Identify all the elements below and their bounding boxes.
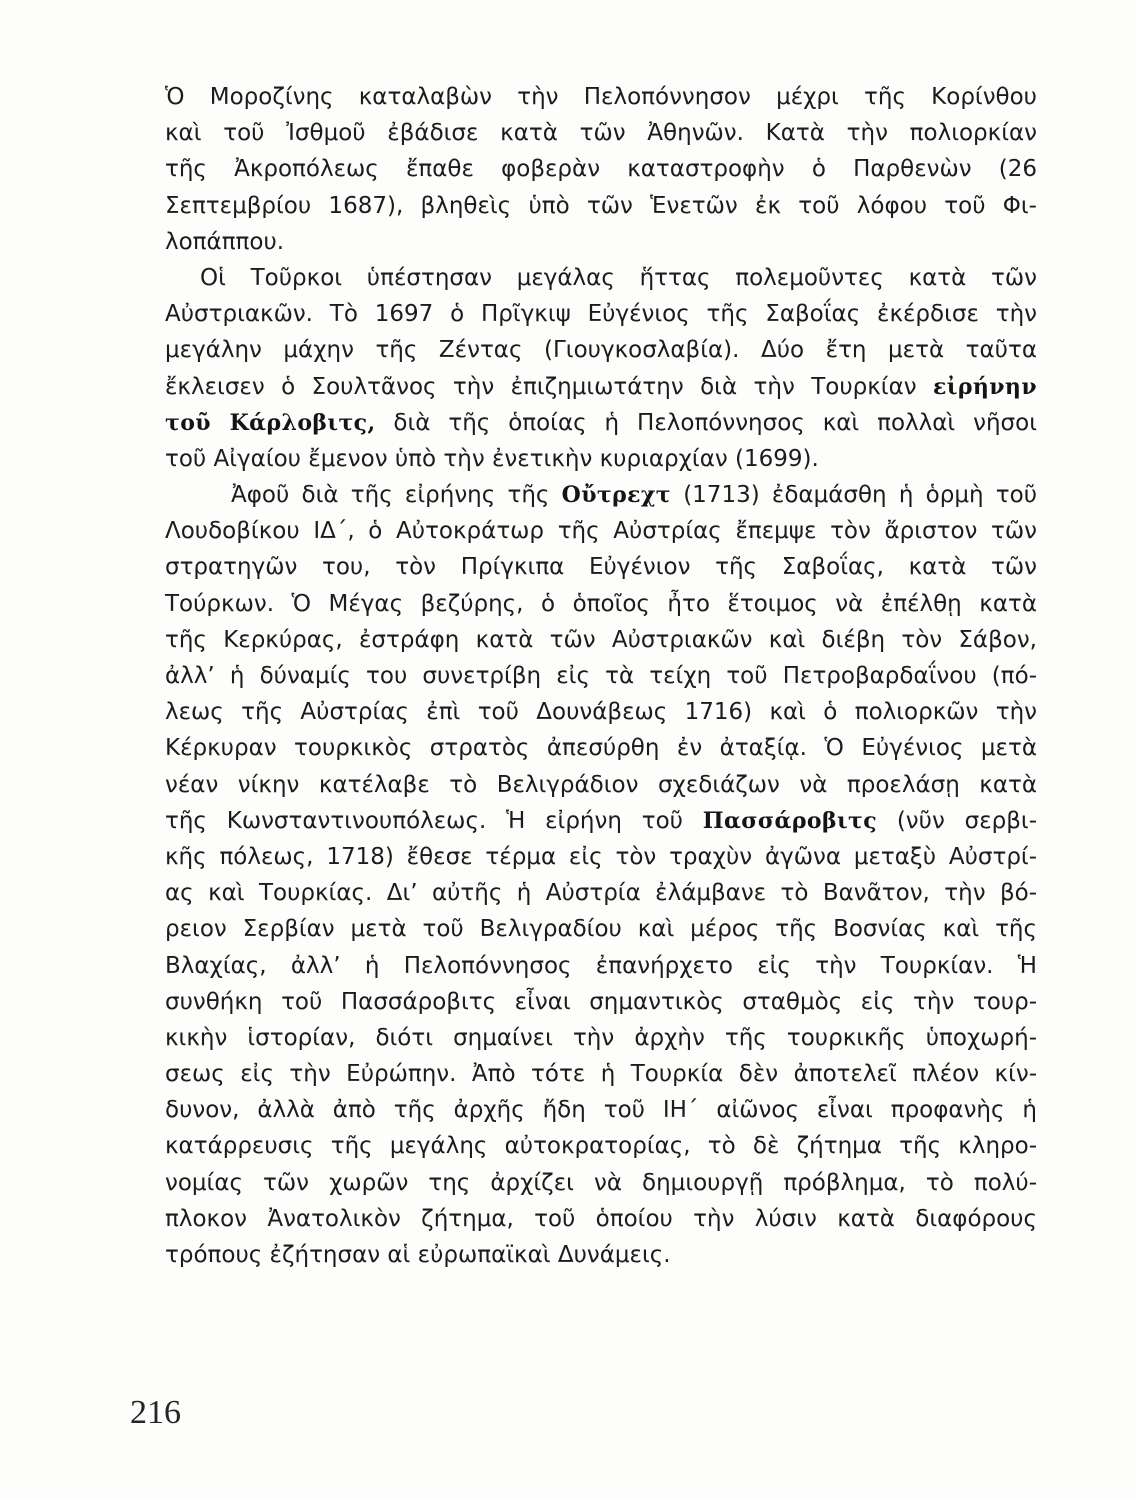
text-line: ας καὶ Τουρκίας. Δι’ αὐτῆς ἡ Αὐστρία ἐλάμβανε τὸ Βανᾶτον, τὴν βό- bbox=[165, 880, 1037, 907]
text-line: Τούρκων. Ὁ Μέγας βεζύρης, ὁ ὁποῖος ἦτο ἕτοιμος νὰ ἐπέλθῃ κατὰ bbox=[165, 590, 1037, 617]
text-line bbox=[165, 369, 1037, 405]
text-run: τῆς Κωνσταντινουπόλεως. Ἡ εἰρήνη τοῦ bbox=[165, 807, 703, 834]
text-line: Σεπτεμβρίου 1687), βληθεὶς ὑπὸ τῶν Ἑνετῶν ἐκ τοῦ λόφου τοῦ Φι- bbox=[165, 192, 1037, 219]
text-run: (νῦν σερβι- bbox=[877, 807, 1037, 834]
text-line: καὶ τοῦ Ἰσθμοῦ ἐβάδισε κατὰ τῶν Ἀθηνῶν. Κατὰ τὴν πολιορκίαν bbox=[165, 120, 1037, 147]
text-line bbox=[165, 477, 1037, 513]
text-line bbox=[165, 405, 1037, 441]
bold-term: Πασσάροβιτς bbox=[702, 807, 878, 834]
text-line: Αὐστριακῶν. Τὸ 1697 ὁ Πρῖγκιψ Εὐγένιος τῆς Σαβοΐας ἐκέρδισε τὴν bbox=[165, 301, 1037, 328]
paragraph bbox=[165, 260, 1037, 477]
text-line: Βλαχίας, ἀλλ’ ἡ Πελοπόννησος ἐπανήρχετο εἰς τὴν Τουρκίαν. Ἡ bbox=[165, 952, 1037, 979]
text-line: Λουδοβίκου ΙΔ΄, ὁ Αὐτοκράτωρ τῆς Αὐστρίας ἔπεμψε τὸν ἄριστον τῶν bbox=[165, 518, 1037, 545]
text-block bbox=[165, 79, 1037, 1273]
text-line: νέαν νίκην κατέλαβε τὸ Βελιγράδιον σχεδιάζων νὰ προελάσῃ κατὰ bbox=[165, 771, 1037, 798]
text-line: μεγάλην μάχην τῆς Ζέντας (Γιουγκοσλαβία). Δύο ἔτη μετὰ ταῦτα bbox=[165, 337, 1037, 364]
text-line: τῆς Ἀκροπόλεως ἔπαθε φοβερὰν καταστροφὴν ὁ Παρθενὼν (26 bbox=[165, 156, 1037, 183]
text-run: ἔκλεισεν ὁ Σουλτᾶνος τὴν ἐπιζημιωτάτην διὰ τὴν Τουρκίαν bbox=[165, 373, 934, 400]
paragraph bbox=[165, 477, 1037, 1273]
text-line: νομίας τῶν χωρῶν της ἀρχίζει νὰ δημιουργῇ πρόβλημα, τὸ πολύ- bbox=[165, 1169, 1037, 1196]
text-line: ἀλλ’ ἡ δύναμίς του συνετρίβη εἰς τὰ τείχη τοῦ Πετροβαρδαΐνου (πό- bbox=[165, 663, 1037, 689]
text-line: ρειον Σερβίαν μετὰ τοῦ Βελιγραδίου καὶ μέρος τῆς Βοσνίας καὶ τῆς bbox=[165, 916, 1037, 943]
text-line: σεως εἰς τὴν Εὐρώπην. Ἀπὸ τότε ἡ Τουρκία δὲν ἀποτελεῖ πλέον κίν- bbox=[165, 1061, 1037, 1088]
bold-term: εἰρήνην bbox=[933, 373, 1037, 400]
text-line: κῆς πόλεως, 1718) ἔθεσε τέρμα εἰς τὸν τραχὺν ἀγῶνα μεταξὺ Αὐστρί- bbox=[165, 843, 1037, 870]
text-line: Οἱ Τοῦρκοι ὑπέστησαν μεγάλας ἥττας πολεμοῦντες κατὰ τῶν bbox=[200, 264, 1037, 291]
text-line bbox=[165, 803, 1037, 839]
text-line: δυνον, ἀλλὰ ἀπὸ τῆς ἀρχῆς ἤδη τοῦ ΙΗ΄ αἰῶνος εἶναι προφανὴς ἡ bbox=[165, 1097, 1037, 1124]
paragraph bbox=[165, 79, 1037, 260]
text-line: κικὴν ἱστορίαν, διότι σημαίνει τὴν ἀρχὴν τῆς τουρκικῆς ὑποχωρή- bbox=[165, 1024, 1037, 1051]
text-line: Κέρκυραν τουρκικὸς στρατὸς ἀπεσύρθη ἐν ἀταξίᾳ. Ὁ Εὐγένιος μετὰ bbox=[165, 735, 1037, 762]
page-number: 216 bbox=[130, 1394, 181, 1431]
text-run: Ἀφοῦ διὰ τῆς εἰρήνης τῆς bbox=[231, 482, 562, 509]
text-line: κατάρρευσις τῆς μεγάλης αὐτοκρατορίας, τὸ δὲ ζήτημα τῆς κληρο- bbox=[165, 1133, 1037, 1160]
text-line: συνθήκη τοῦ Πασσάροβιτς εἶναι σημαντικὸς σταθμὸς εἰς τὴν τουρ- bbox=[165, 988, 1037, 1015]
text-run: (1713) ἐδαμάσθη ἡ ὁρμὴ τοῦ bbox=[670, 482, 1038, 509]
text-line: τοῦ Αἰγαίου ἔμενον ὑπὸ τὴν ἐνετικὴν κυριαρχίαν (1699). bbox=[165, 445, 819, 472]
text-line: Ὁ Μοροζίνης καταλαβὼν τὴν Πελοπόννησον μέχρι τῆς Κορίνθου bbox=[165, 84, 1037, 110]
text-line: λοπάππου. bbox=[165, 228, 285, 255]
text-line: πλοκον Ἀνατολικὸν ζήτημα, τοῦ ὁποίου τὴν λύσιν κατὰ διαφόρους bbox=[165, 1205, 1037, 1232]
text-line: στρατηγῶν του, τὸν Πρίγκιπα Εὐγένιον τῆς Σαβοΐας, κατὰ τῶν bbox=[165, 554, 1037, 581]
text-line: τῆς Κερκύρας, ἐστράφη κατὰ τῶν Αὐστριακῶν καὶ διέβη τὸν Σάβον, bbox=[165, 626, 1037, 653]
text-line: λεως τῆς Αὐστρίας ἐπὶ τοῦ Δουνάβεως 1716) καὶ ὁ πολιορκῶν τὴν bbox=[165, 699, 1037, 726]
text-line: τρόπους ἐζήτησαν αἱ εὐρωπαϊκαὶ Δυνάμεις. bbox=[165, 1242, 671, 1268]
text-run: διὰ τῆς ὁποίας ἡ Πελοπόννησος καὶ πολλαὶ νῆσοι bbox=[375, 409, 1037, 436]
bold-term: Οὔτρεχτ bbox=[561, 482, 671, 509]
bold-term: τοῦ Κάρλοβιτς, bbox=[165, 409, 376, 436]
